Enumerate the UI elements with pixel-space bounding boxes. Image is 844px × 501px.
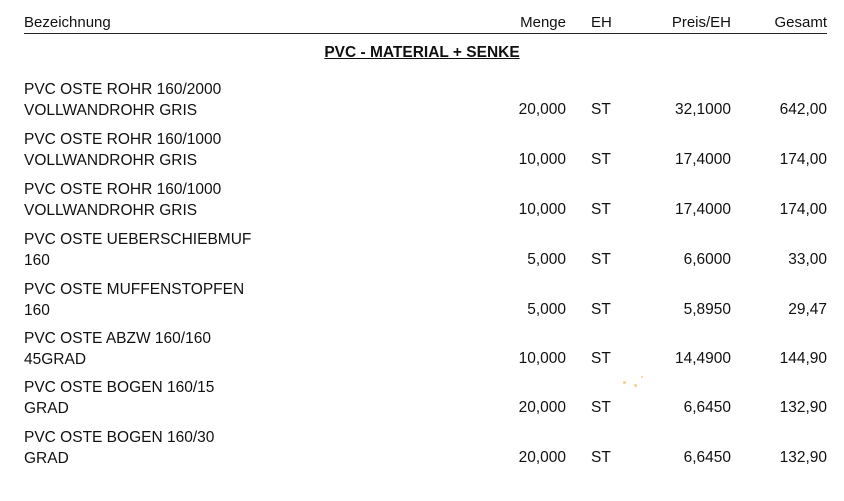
item-eh: ST — [591, 449, 611, 466]
item-description-line2: 45GRAD — [24, 351, 87, 368]
item-description-line1: PVC OSTE BOGEN 160/15 — [24, 379, 215, 396]
header-eh: EH — [591, 14, 612, 31]
item-eh: ST — [591, 251, 611, 268]
item-description — [24, 229, 251, 271]
item-eh: ST — [591, 151, 611, 168]
table-row — [0, 229, 844, 279]
item-description-line1: PVC OSTE ROHR 160/2000 — [24, 81, 222, 98]
item-description — [24, 79, 221, 121]
item-description-line2: VOLLWANDROHR GRIS — [24, 102, 198, 119]
item-gesamt: 132,90 — [779, 449, 827, 466]
item-menge: 20,000 — [518, 449, 566, 466]
item-preis: 5,8950 — [683, 301, 731, 318]
section-title: PVC - MATERIAL + SENKE — [324, 44, 520, 61]
item-gesamt: 174,00 — [779, 201, 827, 218]
item-description-line1: PVC OSTE ROHR 160/1000 — [24, 181, 222, 198]
item-menge: 10,000 — [518, 151, 566, 168]
scan-speck — [634, 384, 637, 387]
item-description — [24, 427, 214, 469]
table-row — [0, 79, 844, 129]
header-bezeichnung: Bezeichnung — [24, 14, 111, 31]
item-gesamt: 132,90 — [779, 399, 827, 416]
item-menge: 10,000 — [518, 201, 566, 218]
item-description — [24, 279, 244, 321]
header-divider — [24, 33, 827, 34]
table-row — [0, 328, 844, 378]
scan-speck — [641, 376, 643, 378]
item-eh: ST — [591, 301, 611, 318]
item-description — [24, 129, 221, 171]
table-row — [0, 179, 844, 229]
header-menge: Menge — [520, 14, 566, 31]
table-row — [0, 129, 844, 179]
item-preis: 14,4900 — [674, 350, 731, 367]
item-eh: ST — [591, 201, 611, 218]
table-row — [0, 427, 844, 477]
item-eh: ST — [591, 350, 611, 367]
item-description-line1: PVC OSTE BOGEN 160/30 — [24, 429, 215, 446]
item-menge: 10,000 — [518, 350, 566, 367]
item-menge: 5,000 — [527, 251, 566, 268]
item-preis: 6,6450 — [683, 399, 731, 416]
item-eh: ST — [591, 101, 611, 118]
item-description-line2: VOLLWANDROHR GRIS — [24, 152, 198, 169]
item-description-line2: 160 — [24, 302, 50, 319]
item-eh: ST — [591, 399, 611, 416]
table-row — [0, 279, 844, 329]
item-description — [24, 377, 214, 419]
item-gesamt: 174,00 — [779, 151, 827, 168]
item-preis: 17,4000 — [674, 201, 731, 218]
item-preis: 32,1000 — [674, 101, 731, 118]
header-gesamt: Gesamt — [774, 14, 827, 31]
item-menge: 20,000 — [518, 399, 566, 416]
item-description-line2: VOLLWANDROHR GRIS — [24, 202, 198, 219]
item-description-line1: PVC OSTE MUFFENSTOPFEN — [24, 281, 245, 298]
item-gesamt: 642,00 — [779, 101, 827, 118]
item-description-line2: 160 — [24, 252, 50, 269]
item-preis: 6,6000 — [683, 251, 731, 268]
item-description-line1: PVC OSTE ROHR 160/1000 — [24, 131, 222, 148]
item-description — [24, 179, 221, 221]
item-preis: 6,6450 — [683, 449, 731, 466]
item-menge: 5,000 — [527, 301, 566, 318]
scan-speck — [623, 381, 626, 384]
item-description-line2: GRAD — [24, 400, 69, 417]
item-gesamt: 144,90 — [779, 350, 827, 367]
item-description-line1: PVC OSTE ABZW 160/160 — [24, 330, 211, 347]
section-heading — [0, 43, 844, 63]
item-menge: 20,000 — [518, 101, 566, 118]
table-row — [0, 377, 844, 427]
item-description-line2: GRAD — [24, 450, 69, 467]
item-gesamt: 33,00 — [788, 251, 827, 268]
item-description-line1: PVC OSTE UEBERSCHIEBMUF — [24, 231, 252, 248]
item-description — [24, 328, 211, 370]
header-preis-eh: Preis/EH — [671, 14, 731, 31]
item-preis: 17,4000 — [674, 151, 731, 168]
item-gesamt: 29,47 — [788, 301, 827, 318]
